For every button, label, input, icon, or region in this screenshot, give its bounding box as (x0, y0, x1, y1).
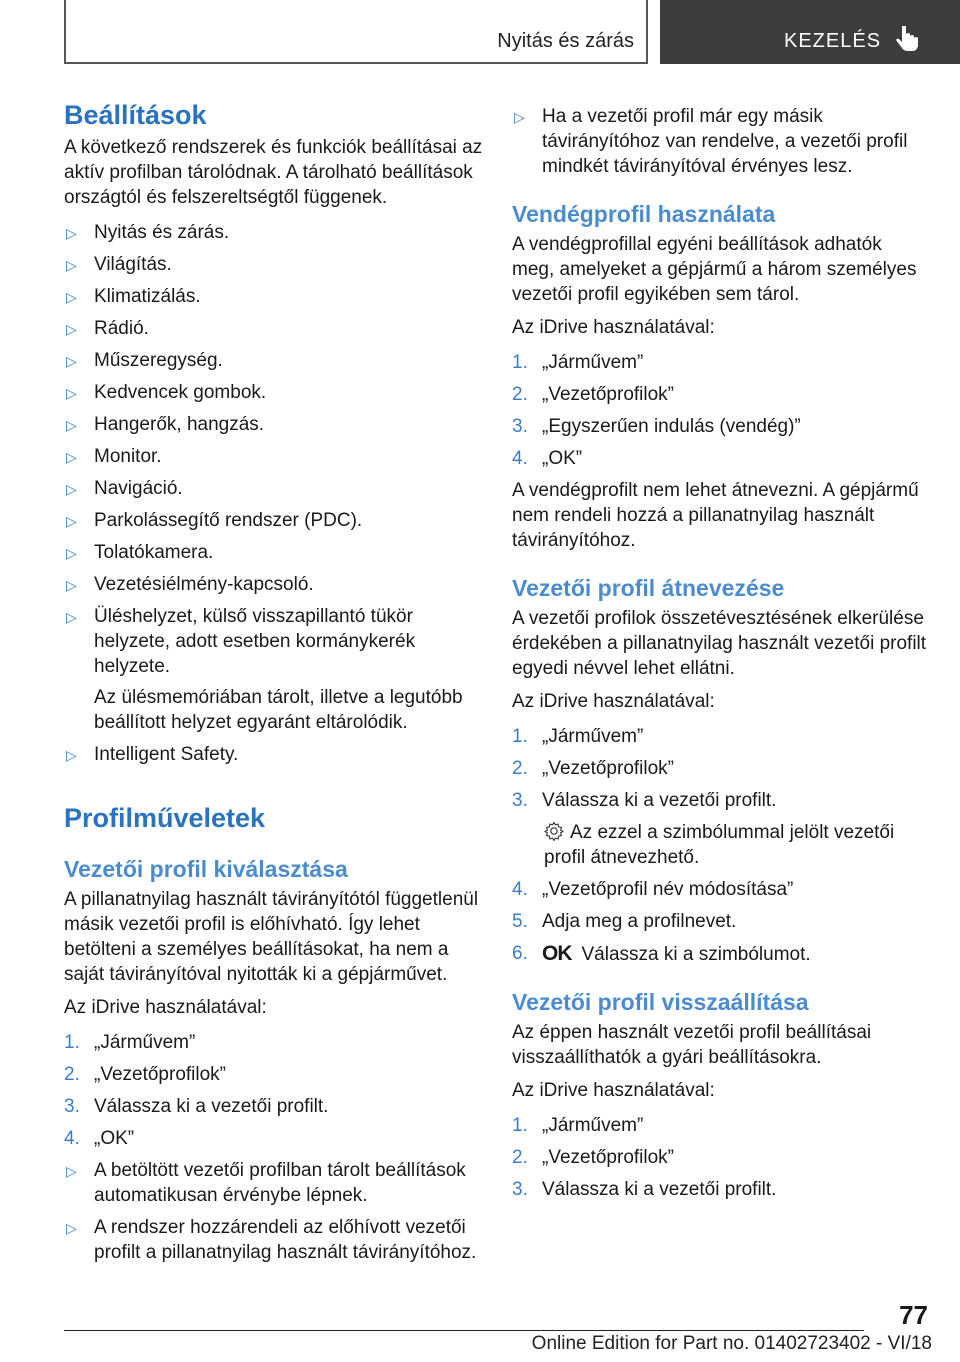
top-bullets (512, 104, 928, 179)
gear-icon (544, 821, 564, 841)
step-item: 1. „Járművem” (512, 1115, 644, 1136)
chapter-tab (660, 0, 960, 64)
list-item: ▷ A rendszer hozzárendeli az előhívott vezetői profilt a pillanatnyilag használt távirányítóhoz. (66, 1217, 477, 1263)
bullet-triangle-icon: ▷ (66, 449, 77, 465)
bullet-triangle-icon: ▷ (66, 289, 77, 305)
page-header (0, 0, 960, 66)
list-item: ▷ Rádió. (64, 316, 484, 341)
list-item: ▷ Üléshelyzet, külső visszapillantó tükör helyzete, adott esetben kormánykerék helyzete. Az ülésmemóriában tárolt, illetve a legutóbb beállított helyzet egyaránt eltárolódik. (64, 604, 484, 735)
list-item: ▷ Hangerők, hangzás. (64, 412, 484, 437)
list-item: ▷ Monitor. (64, 444, 484, 469)
list-item: ▷ Műszeregység. (64, 348, 484, 373)
select-steps (64, 1030, 484, 1151)
list-item: ▷ Kedvencek gombok. (64, 380, 484, 405)
settings-intro: A következő rendszerek és funkciók beállításai az aktív profilban tárolódnak. A tárolható beállítások országtól és felszereltségtől függenek. (64, 137, 483, 208)
left-column (64, 100, 484, 1272)
bullet-triangle-icon: ▷ (66, 481, 77, 497)
settings-heading: Beállítások (64, 100, 207, 130)
step-item: 1. „Járművem” (64, 1032, 196, 1053)
step-item: 5. Adja meg a profilnevet. (512, 911, 737, 932)
ok-symbol-icon: OK (542, 942, 572, 965)
bullet-triangle-icon: ▷ (66, 417, 77, 433)
bullet-triangle-icon: ▷ (66, 577, 77, 593)
section-header-box (64, 0, 648, 64)
list-item: ▷ Tolatókamera. (64, 540, 484, 565)
bullet-triangle-icon: ▷ (66, 747, 77, 763)
rename-profile-heading: Vezetői profil átnevezése (512, 575, 785, 601)
step-item: 1. „Járművem” (512, 352, 644, 373)
step-item: 4. „OK” (64, 1128, 135, 1149)
select-bullets (64, 1158, 484, 1265)
list-item: ▷ Parkolássegítő rendszer (PDC). (64, 508, 484, 533)
bullet-triangle-icon: ▷ (66, 1220, 77, 1236)
step-note: Az ezzel a szimbólummal jelölt vezetői profil átnevezhető. (544, 822, 895, 868)
bullet-triangle-icon: ▷ (66, 353, 77, 369)
bullet-triangle-icon: ▷ (66, 257, 77, 273)
select-profile-intro: A pillanatnyilag használt távirányítótól függetlenül másik vezetői profil is előhívható. Így lehet betölteni a személyes beállításokat, ha nem a saját távirányítóval nyitották ki a gépjárművet. (64, 889, 479, 985)
step-item: 6. OK Válassza ki a szimbólumot. (512, 942, 811, 965)
guest-profile-heading: Vendégprofil használata (512, 201, 776, 227)
chapter-title: KEZELÉS (784, 30, 882, 52)
list-item: ▷ Ha a vezetői profil már egy másik távirányítóhoz van rendelve, a vezetői profil mindkét távirányítóval érvényes lesz. (514, 106, 908, 177)
step-item: 3. Válassza ki a vezetői profilt. (64, 1096, 329, 1117)
list-item: ▷ A betöltött vezetői profilban tárolt beállítások automatikusan érvénybe lépnek. (66, 1160, 466, 1206)
section-title: Nyitás és zárás (497, 30, 634, 52)
idrive-label: Az iDrive használatával: (64, 997, 267, 1018)
guest-profile-note: A vendégprofilt nem lehet átnevezni. A gépjármű nem rendeli hozzá a pillanatnyilag használt távirányítóhoz. (512, 480, 919, 551)
step-item: 2. „Vezetőprofilok” (512, 1147, 675, 1168)
bullet-triangle-icon: ▷ (66, 225, 77, 241)
step-item: 2. „Vezetőprofilok” (512, 384, 675, 405)
step-item: 3. „Egyszerűen indulás (vendég)” (512, 416, 801, 437)
list-item: ▷ Navigáció. (64, 476, 484, 501)
idrive-label: Az iDrive használatával: (512, 691, 715, 712)
footer-divider (64, 1330, 864, 1331)
step-item: 2. „Vezetőprofilok” (512, 758, 675, 779)
footer-edition: Online Edition for Part no. 01402723402 - VI/18 (531, 1333, 932, 1354)
step-item: 4. „OK” (512, 448, 583, 469)
step-item: 1. „Járművem” (512, 726, 644, 747)
page-number: 77 (899, 1300, 928, 1330)
step-item: 2. „Vezetőprofilok” (64, 1064, 227, 1085)
list-item: ▷ Világítás. (64, 252, 484, 277)
rename-steps (512, 724, 928, 967)
bullet-triangle-icon: ▷ (514, 109, 525, 125)
bullet-triangle-icon: ▷ (66, 609, 77, 625)
guest-profile-intro: A vendégprofillal egyéni beállítások adhatók meg, amelyeket a gépjármű a három személyes vezetői profil egyikében sem tárol. (512, 234, 917, 305)
step-item: 3. Válassza ki a vezetői profilt. Az ezzel a szimbólummal jelölt vezetői profil átnevezhető. (512, 788, 928, 870)
reset-profile-heading: Vezetői profil visszaállítása (512, 989, 809, 1015)
step-item: 3. Válassza ki a vezetői profilt. (512, 1179, 777, 1200)
bullet-triangle-icon: ▷ (66, 1163, 77, 1179)
select-profile-heading: Vezetői profil kiválasztása (64, 856, 348, 882)
guest-steps (512, 350, 928, 471)
list-item: ▷ Klimatizálás. (64, 284, 484, 309)
profile-ops-heading: Profilműveletek (64, 803, 266, 833)
step-item: 4. „Vezetőprofil név módosítása” (512, 879, 794, 900)
settings-list (64, 220, 484, 767)
right-column (512, 100, 928, 1209)
list-item-note: Az ülésmemóriában tárolt, illetve a legutóbb beállított helyzet egyaránt eltárolódik. (94, 687, 463, 733)
bullet-triangle-icon: ▷ (66, 385, 77, 401)
list-item: ▷ Nyitás és zárás. (64, 220, 484, 245)
list-item: ▷ Vezetésiélmény-kapcsoló. (64, 572, 484, 597)
rename-profile-intro: A vezetői profilok összetévesztésének elkerülése érdekében a pillanatnyilag használt vezetői profilt egyedi névvel lehet ellátni. (512, 608, 927, 679)
bullet-triangle-icon: ▷ (66, 513, 77, 529)
hand-pointer-icon (894, 26, 920, 54)
bullet-triangle-icon: ▷ (66, 545, 77, 561)
list-item: ▷ Intelligent Safety. (64, 742, 484, 767)
idrive-label: Az iDrive használatával: (512, 317, 715, 338)
idrive-label: Az iDrive használatával: (512, 1080, 715, 1101)
reset-profile-intro: Az éppen használt vezetői profil beállításai visszaállíthatók a gyári beállításokra. (512, 1022, 872, 1068)
bullet-triangle-icon: ▷ (66, 321, 77, 337)
reset-steps (512, 1113, 928, 1202)
